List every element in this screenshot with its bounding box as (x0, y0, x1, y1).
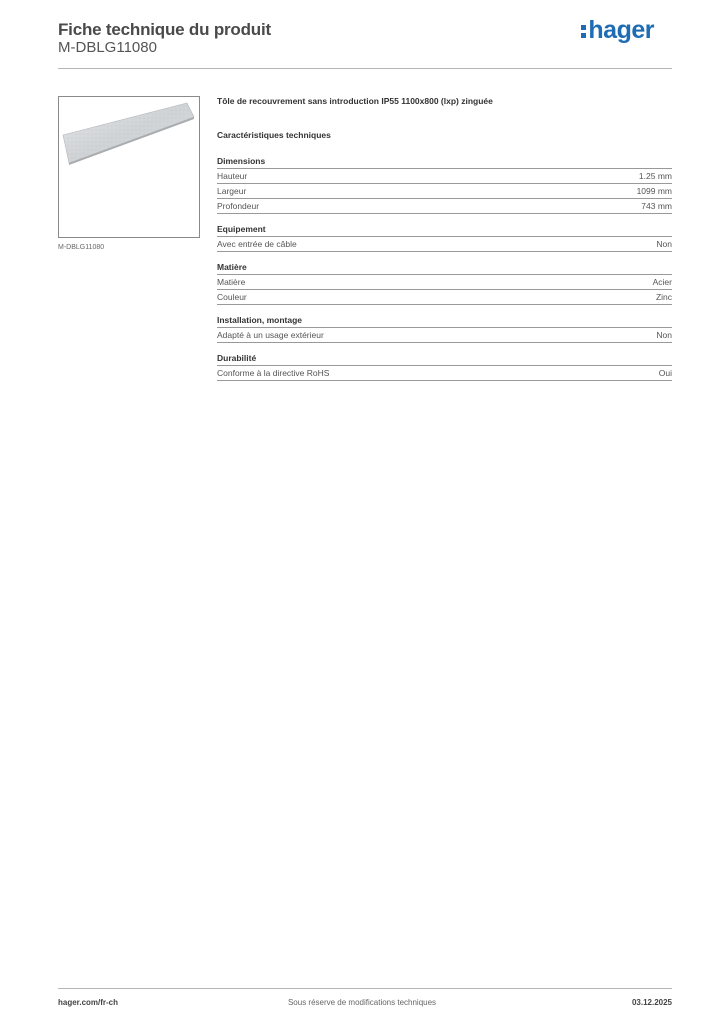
row-value: Oui (658, 368, 672, 378)
section-heading: Caractéristiques techniques (217, 130, 331, 140)
row-value: Non (656, 239, 672, 249)
group-title: Dimensions (217, 155, 672, 169)
characteristics-group (217, 352, 672, 381)
image-caption: M-DBLG11080 (58, 244, 105, 251)
group-title: Durabilité (217, 352, 672, 366)
row-label: Avec entrée de câble (217, 239, 297, 249)
footer-notice: Sous réserve de modifications techniques (287, 998, 437, 1007)
footer-date: 03.12.2025 (631, 998, 672, 1007)
characteristics-group (217, 314, 672, 343)
characteristics-group (217, 223, 672, 252)
product-details (217, 96, 672, 390)
row-value: Zinc (655, 292, 672, 302)
logo-text: hager (588, 16, 654, 44)
row-value: Non (656, 330, 672, 340)
row-label: Couleur (217, 292, 247, 302)
row-value: 1.25 mm (638, 171, 672, 181)
logo-colon-icon (581, 21, 586, 39)
row-label: Adapté à un usage extérieur (217, 330, 324, 340)
footer-divider (58, 988, 672, 989)
group-title: Matière (217, 261, 672, 275)
table-row (217, 275, 672, 290)
product-image (59, 97, 199, 237)
characteristics-group (217, 155, 672, 214)
table-row (217, 366, 672, 381)
row-label: Conforme à la directive RoHS (217, 368, 330, 378)
product-reference: M-DBLG11080 (58, 39, 157, 56)
table-row (217, 290, 672, 305)
row-value: 743 mm (641, 201, 672, 211)
characteristics-group (217, 261, 672, 305)
product-image-frame (58, 96, 200, 238)
row-label: Matière (217, 277, 246, 287)
table-row (217, 237, 672, 252)
row-label: Largeur (217, 186, 247, 196)
hager-logo (581, 16, 654, 45)
row-value: Acier (652, 277, 672, 287)
group-title: Installation, montage (217, 314, 672, 328)
row-label: Profondeur (217, 201, 260, 211)
table-row (217, 199, 672, 214)
product-title: Tôle de recouvrement sans introduction IP55 1100x800 (lxp) zinguée (217, 96, 493, 106)
group-title: Equipement (217, 223, 672, 237)
footer-website: hager.com/fr-ch (58, 998, 119, 1007)
page-title: Fiche technique du produit (58, 20, 271, 39)
row-value: 1099 mm (636, 186, 672, 196)
characteristics-groups (217, 155, 672, 381)
row-label: Hauteur (217, 171, 248, 181)
table-row (217, 169, 672, 184)
table-row (217, 328, 672, 343)
table-row (217, 184, 672, 199)
header-divider (58, 68, 672, 69)
